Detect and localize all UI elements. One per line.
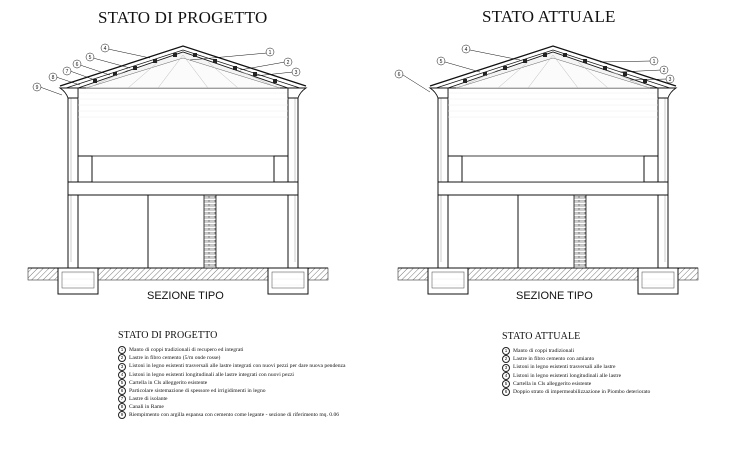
svg-text:8: 8	[51, 75, 55, 81]
legend-item-text: Manto di coppi tradizionali di recupero ed integrati	[129, 347, 244, 354]
legend-item-number: 3	[502, 364, 510, 372]
legend-item	[118, 379, 418, 387]
legend-item-text: Canali in Rame	[129, 404, 164, 411]
svg-text:6: 6	[397, 72, 401, 78]
legend-item	[502, 355, 742, 363]
svg-text:5: 5	[88, 55, 92, 61]
svg-text:5: 5	[439, 59, 443, 65]
svg-text:4: 4	[103, 46, 107, 52]
legend-item-number: 2	[118, 354, 126, 362]
legend-item-number: 7	[118, 395, 126, 403]
legend-item-text: Riempimento con argilla espansa con cemento come legante - sezione di riferimento mq. 0.06	[129, 412, 340, 419]
legend-item-text: Listoni in legno esistenti trasversali alle lastre integrati con nuovi pezzi per dare nuova pendenza	[129, 363, 346, 370]
svg-text:4: 4	[464, 47, 468, 53]
legend-item-number: 8	[118, 403, 126, 411]
legend-item-text: Doppio strato di impermeabilizzazione in Piombo deteriorato	[513, 388, 651, 395]
legend-item-number: 4	[502, 372, 510, 380]
legend-item	[502, 380, 742, 388]
legend-item-number: 5	[118, 379, 126, 387]
legend-item	[118, 362, 418, 370]
legend-item-number: 4	[118, 371, 126, 379]
legend-item-number: 9	[118, 411, 126, 419]
legend-item-number: 3	[118, 363, 126, 371]
svg-text:6: 6	[75, 62, 79, 68]
legend-item	[118, 354, 418, 362]
project-section-drawing	[28, 46, 328, 294]
svg-text:2: 2	[286, 60, 290, 66]
svg-text:3: 3	[668, 77, 672, 83]
legend-item	[502, 347, 742, 355]
legend-item	[502, 363, 742, 371]
svg-text:7: 7	[65, 69, 69, 75]
legend-item	[118, 395, 418, 403]
right-section-label: SEZIONE TIPO	[516, 290, 593, 302]
svg-text:3: 3	[294, 70, 298, 76]
legend-item	[118, 346, 418, 354]
left-title: STATO DI PROGETTO	[98, 8, 268, 27]
right-title: STATO ATTUALE	[482, 7, 616, 26]
legend-item	[118, 371, 418, 379]
right-legend-title: STATO ATTUALE	[502, 331, 581, 342]
legend-item-text: Manto di coppi tradizionali	[513, 348, 575, 355]
legend-item-number: 1	[118, 346, 126, 354]
legend-item	[502, 372, 742, 380]
legend-item	[118, 387, 418, 395]
svg-text:1: 1	[268, 50, 272, 56]
legend-item-number: 1	[502, 347, 510, 355]
legend-item-number: 6	[118, 387, 126, 395]
legend-item	[118, 403, 418, 411]
legend-item-text: Listoni in legno esistenti longitudinali alle lastre integrati con nuovi pezzi	[129, 371, 294, 378]
legend-item	[118, 411, 418, 419]
legend-item-text: Lastre di isolante	[129, 396, 168, 403]
legend-item-number: 5	[502, 380, 510, 388]
legend-item-number: 2	[502, 355, 510, 363]
left-legend	[118, 332, 418, 420]
right-legend	[502, 333, 742, 396]
legend-item	[502, 388, 742, 396]
legend-item-text: Listoni in legno esistenti trasversali alle lastre	[513, 364, 616, 371]
svg-text:1: 1	[652, 59, 656, 65]
svg-text:9: 9	[35, 85, 39, 91]
left-section-label: SEZIONE TIPO	[147, 290, 224, 302]
legend-item-text: Lastre in fibro cemento con amianto	[513, 356, 595, 363]
current-section-drawing	[398, 46, 698, 294]
legend-item-text: Lastre in fibro cemento (5/m onde rosse)	[129, 355, 221, 362]
legend-item-text: Cartella in Cls alleggerito esistente	[129, 379, 208, 386]
legend-item-text: Particolare sistemazione di spessore ed irrigidimenti in legno	[129, 387, 266, 394]
legend-item-text: Cartella in Cls alleggerito esistente	[513, 380, 592, 387]
left-legend-title: STATO DI PROGETTO	[118, 330, 218, 341]
legend-item-text: Listoni in legno esistenti longitudinali alle lastre	[513, 372, 622, 379]
svg-text:2: 2	[662, 68, 666, 74]
legend-item-number: 6	[502, 388, 510, 396]
